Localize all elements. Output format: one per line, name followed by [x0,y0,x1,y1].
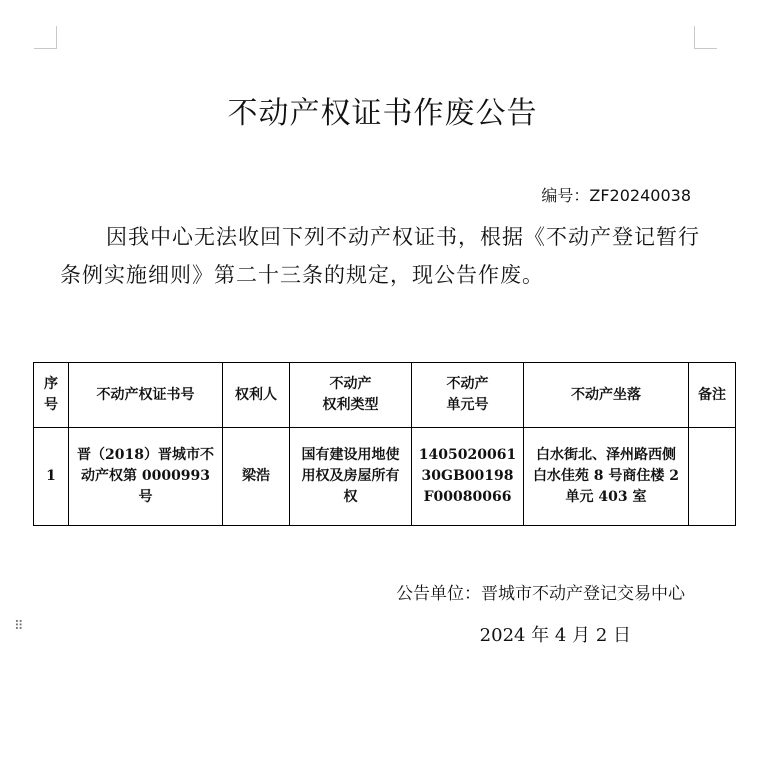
cell-location: 白水街北、泽州路西侧白水佳苑 8 号商住楼 2 单元 403 室 [524,428,689,526]
cell-holder: 梁浩 [223,428,290,526]
header-right-type: 不动产 权利类型 [290,363,412,428]
issuing-unit: 公告单位：晋城市不动产登记交易中心 [396,584,685,604]
cell-remarks [689,428,736,526]
header-location: 不动产坐落 [524,363,689,428]
drag-handle-icon[interactable]: ⠿ [14,619,23,634]
table-row [34,428,736,526]
certificate-table [33,362,736,526]
cell-cert-no: 晋（2018）晋城市不动产权第 0000993 号 [69,428,223,526]
cell-unit-no: 140502006130GB00198F00080066 [412,428,524,526]
notice-title: 不动产权证书作废公告 [227,96,538,131]
header-holder: 权利人 [223,363,290,428]
header-remarks: 备注 [689,363,736,428]
header-cert-no: 不动产权证书号 [69,363,223,428]
table-header-row [34,363,736,428]
cell-right-type: 国有建设用地使用权及房屋所有权 [290,428,412,526]
page-corner-mark-top-left [34,26,57,49]
cell-seq: 1 [34,428,69,526]
notice-body: 因我中心无法收回下列不动产权证书，根据《不动产登记暂行条例实施细则》第二十三条的规定，现公告作废。 [60,225,700,287]
header-unit-no: 不动产 单元号 [412,363,524,428]
page-corner-mark-top-right [694,26,717,49]
issue-date: 2024 年 4 月 2 日 [479,625,631,646]
header-seq: 序 号 [34,363,69,428]
document-number: 编号：ZF20240038 [541,186,691,205]
